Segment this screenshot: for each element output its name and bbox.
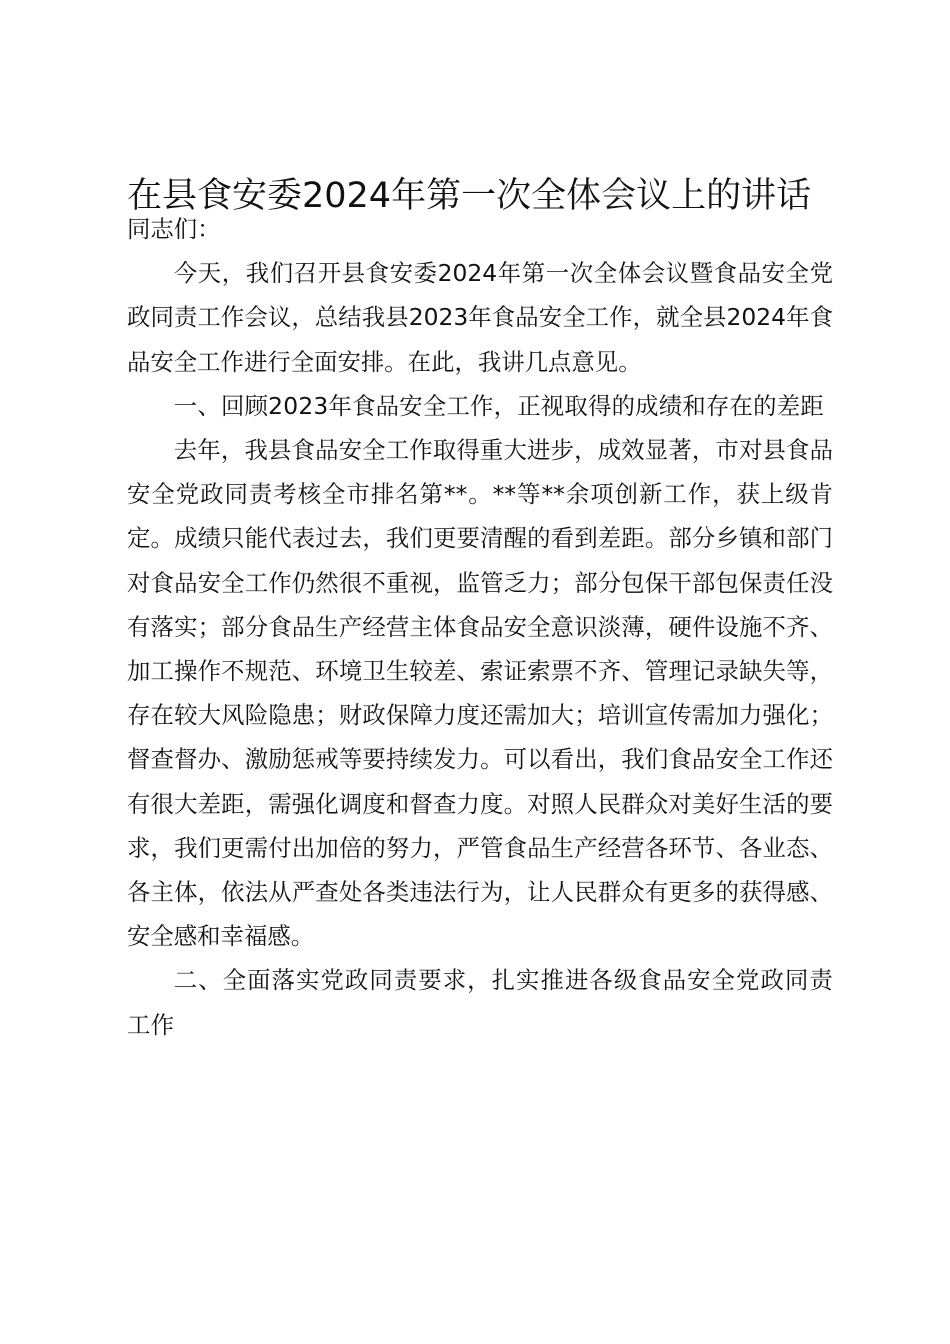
section-heading-2: 二、全面落实党政同责要求，扎实推进各级食品安全党政同责工作 — [127, 966, 833, 1039]
review-paragraph: 去年，我县食品安全工作取得重大进步，成效显著，市对县食品安全党政同责考核全市排名第**。**等**余项创新工作，获上级肯定。成绩只能代表过去，我们更要清醒的看到差距。部分乡镇和部门对食品安全工作仍然很不重视，监管乏力；部分包保干部包保责任没有落实；部分食品生产经营主体食品安全意识淡薄，硬件设施不齐、加工操作不规范、环境卫生较差、索证索票不齐、管理记录缺失等，存在较大风险隐患；财政保障力度还需加大；培训宣传需加力强化；督查督办、激励惩戒等要持续发力。可以看出，我们食品安全工作还有很大差距，需强化调度和督查力度。对照人民群众对美好生活的要求，我们更需付出加倍的努力，严管食品生产经营各环节、各业态、各主体，依法从严查处各类违法行为，让人民群众有更多的获得感、安全感和幸福感。 — [127, 436, 833, 951]
intro-paragraph: 今天，我们召开县食安委2024年第一次全体会议暨食品安全党政同责工作会议，总结我县2023年食品安全工作，就全县2024年食品安全工作进行全面安排。在此，我讲几点意见。 — [127, 259, 833, 376]
section-heading-1: 一、回顾2023年食品安全工作，正视取得的成绩和存在的差距 — [173, 391, 824, 420]
document-title: 在县食安委2024年第一次全体会议上的讲话 — [127, 176, 812, 216]
greeting-line: 同志们： — [127, 215, 221, 243]
document-body — [127, 207, 833, 1047]
